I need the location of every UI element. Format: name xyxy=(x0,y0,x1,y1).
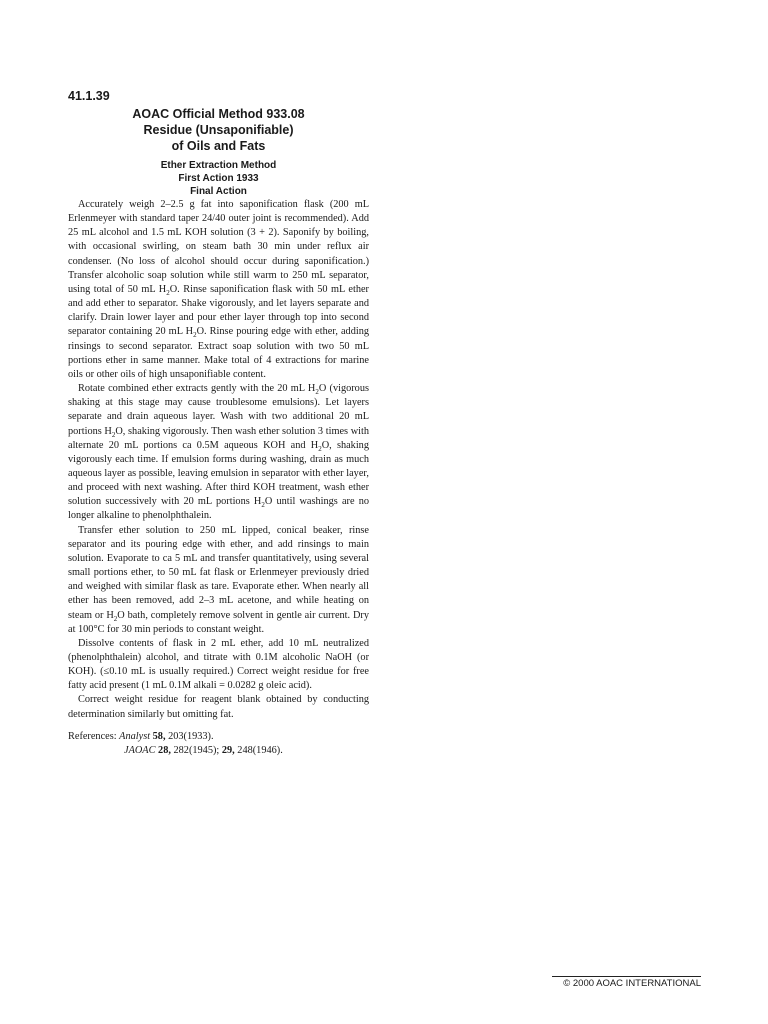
method-name: Ether Extraction Method xyxy=(160,160,277,171)
method-subtitle-block xyxy=(68,159,369,198)
method-title: AOAC Official Method 933.08 xyxy=(132,107,305,121)
references xyxy=(68,730,369,759)
paragraph-saponification: Accurately weigh 2–2.5 g fat into saponification flask (200 mL Erlenmeyer with standard taper 24/40 outer joint is recommended). Add 25 mL alcohol and 1.5 mL KOH solution (3 + 2). Saponify by boiling, with occasional swirling, on steam bath 30 min under reflux air condenser. (No loss of alcohol should occur during saponification.) Transfer alcoholic soap solution while still warm to 250 mL separator, using total of 50 mL $H_2O$. Rinse saponification flask with 50 mL ether and add ether to separator. Shake vigorously, and let layers separate and clarify. Drain lower layer and pour ether layer through top into second separator containing 20 mL $H_2O$. Rinse pouring edge with ether, adding rinsings to second separator. Extract soap solution with two 50 mL portions ether in same manner. Make total of 4 extractions for marine oils or other oils of high unsaponifiable content. xyxy=(68,199,369,380)
paragraph-evaporation: Transfer ether solution to 250 mL lipped, conical beaker, rinse separator and its pouring edge with ether, and add rinsings to main solution. Evaporate to ca 5 mL and transfer quantitatively, using several small portions ether, to 50 mL fat flask or Erlenmeyer previously dried and weighed with similar flask as tare. Evaporate ether. When nearly all ether has been removed, add 2–3 mL acetone, and while heating on steam or $H_2O$ bath, completely remove solvent in gentle air current. Dry at 100°C for 30 min periods to constant weight. xyxy=(68,524,369,635)
copyright-footer: © 2000 AOAC INTERNATIONAL xyxy=(552,976,701,989)
paragraph-titration: Dissolve contents of flask in 2 mL ether, add 10 mL neutralized (phenolphthalein) alcohol, and titrate with 0.1M alcoholic NaOH (or KOH). (≤0.10 mL is usually required.) Correct weight residue for free fatty acid present (1 mL 0.1M alkali = 0.0282 g oleic acid). xyxy=(68,637,369,692)
section-number: 41.1.39 xyxy=(68,89,110,103)
final-action: Final Action xyxy=(190,186,247,197)
method-body xyxy=(68,198,369,759)
method-title-line3: of Oils and Fats xyxy=(171,139,266,153)
paragraph-washing: Rotate combined ether extracts gently with the 20 mL $H_2O$ (vigorous shaking at this stage may cause troublesome emulsions). Let layers separate and drain aqueous layer. Wash with two additional 20 mL portions $H_2O$, shaking vigorously. Then wash ether solution 3 times with alternate 20 mL portions ca 0.5M aqueous KOH and $H_2O$, shaking vigorously each time. If emulsion forms during washing, drain as much aqueous layer as possible, leaving emulsion in separator with ether layer, and proceed with next washing. After third KOH treatment, wash ether solution successively with 20 mL portions $H_2O$ until washings are no longer alkaline to phenolphthalein. xyxy=(68,383,369,522)
first-action: First Action 1933 xyxy=(178,173,259,184)
method-title-line2: Residue (Unsaponifiable) xyxy=(143,123,294,137)
method-title-block xyxy=(68,106,369,198)
paragraph-blank-correction: Correct weight residue for reagent blank obtained by conducting determination similarly but omitting fat. xyxy=(68,694,369,720)
reference-2: JAOAC 28, 282(1945); 29, 248(1946). xyxy=(124,745,283,757)
reference-1: References: Analyst 58, 203(1933). xyxy=(68,730,214,742)
